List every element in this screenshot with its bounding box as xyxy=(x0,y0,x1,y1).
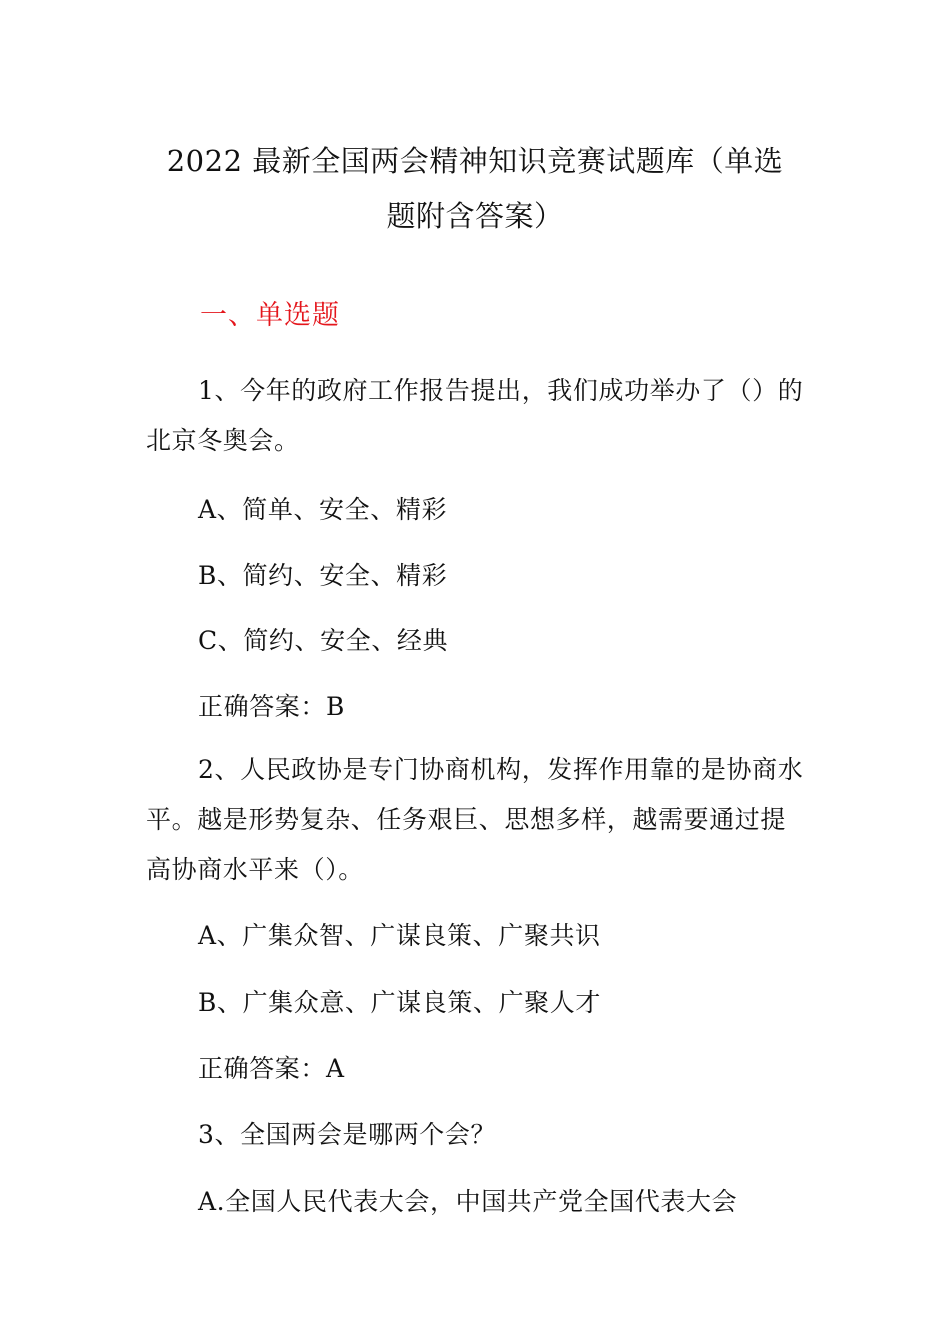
question-2-option-b: B、广集众意、广谋良策、广聚人才 xyxy=(198,988,601,1017)
question-1-line-1: 1、今年的政府工作报告提出，我们成功举办了（）的 xyxy=(198,376,804,405)
question-1-option-c: C、简约、安全、经典 xyxy=(198,626,449,655)
question-2-option-a: A、广集众智、广谋良策、广聚共识 xyxy=(198,921,601,950)
title-line-2: 题附含答案） xyxy=(386,199,564,233)
question-1-answer: 正确答案：B xyxy=(198,692,345,721)
question-2-answer: 正确答案：A xyxy=(198,1054,345,1083)
question-1-line-2: 北京冬奥会。 xyxy=(146,426,300,455)
question-2-line-2: 平。越是形势复杂、任务艰巨、思想多样，越需要通过提 xyxy=(146,805,787,834)
question-2-stem xyxy=(146,745,806,895)
section-heading: 一、单选题 xyxy=(200,300,340,331)
question-2-line-3: 高协商水平来（）。 xyxy=(146,855,364,884)
document-title xyxy=(140,134,810,244)
question-1-option-b: B、简约、安全、精彩 xyxy=(198,561,448,590)
question-2-line-1: 2、人民政协是专门协商机构，发挥作用靠的是协商水 xyxy=(198,755,804,784)
title-line-1: 2022 最新全国两会精神知识竞赛试题库（单选 xyxy=(166,144,784,178)
question-1-stem xyxy=(146,366,806,466)
question-3-option-a: A.全国人民代表大会，中国共产党全国代表大会 xyxy=(198,1187,738,1216)
question-3-stem: 3、全国两会是哪两个会？ xyxy=(198,1120,497,1149)
question-1-option-a: A、简单、安全、精彩 xyxy=(198,495,448,524)
